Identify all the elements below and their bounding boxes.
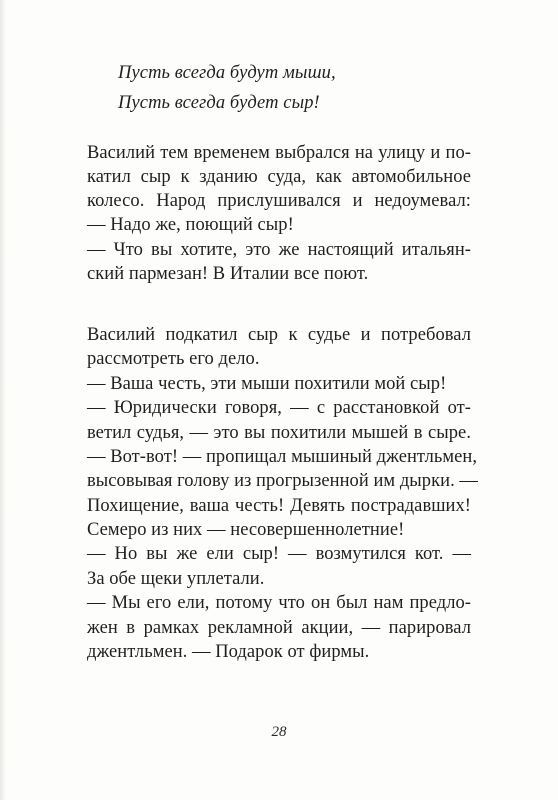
text-line: ветил судья, — это вы похитили мышей в сыре. bbox=[87, 423, 471, 443]
text-line: — Вот-вот! — пропищал мышиный джентльмен, bbox=[87, 447, 477, 467]
text-line: Похищение, ваша честь! Девять пострадавших! bbox=[87, 496, 471, 516]
text-line: ский пармезан! В Италии все поют. bbox=[87, 264, 369, 284]
text-line: — Надо же, поющий сыр! bbox=[87, 215, 294, 235]
poem-epigraph bbox=[118, 58, 336, 118]
text-line: высовывая голову из прогрызенной им дырки. — bbox=[87, 471, 478, 491]
text-line: — Мы его ели, потому что он был нам предло- bbox=[87, 593, 471, 613]
text-line: Василий тем временем выбрался на улицу и по- bbox=[87, 143, 471, 163]
page-edge-shadow bbox=[0, 0, 6, 800]
text-line: колесо. Народ прислушивался и недоумевал: bbox=[87, 191, 471, 211]
poem-line: Пусть всегда будут мыши, bbox=[118, 63, 336, 83]
text-line: — Но вы же ели сыр! — возмутился кот. — bbox=[87, 544, 471, 564]
text-line: жен в рамках рекламной акции, — парировал bbox=[87, 618, 471, 638]
poem-line: Пусть всегда будет сыр! bbox=[118, 93, 320, 113]
text-line: рассмотреть его дело. bbox=[87, 349, 260, 369]
text-line: Семеро из них — несовершеннолетние! bbox=[87, 520, 405, 540]
text-line: За обе щеки уплетали. bbox=[87, 569, 265, 589]
page-number: 28 bbox=[271, 724, 287, 740]
text-line: — Ваша честь, эти мыши похитили мой сыр! bbox=[87, 374, 447, 394]
text-line: джентльмен. — Подарок от фирмы. bbox=[87, 642, 370, 662]
text-line: — Что вы хотите, это же настоящий итальян- bbox=[87, 240, 471, 260]
text-line: — Юридически говоря, — с расстановкой от- bbox=[87, 398, 471, 418]
text-line: Василий подкатил сыр к судье и потребовал bbox=[87, 325, 471, 345]
text-line: катил сыр к зданию суда, как автомобильное bbox=[87, 167, 471, 187]
